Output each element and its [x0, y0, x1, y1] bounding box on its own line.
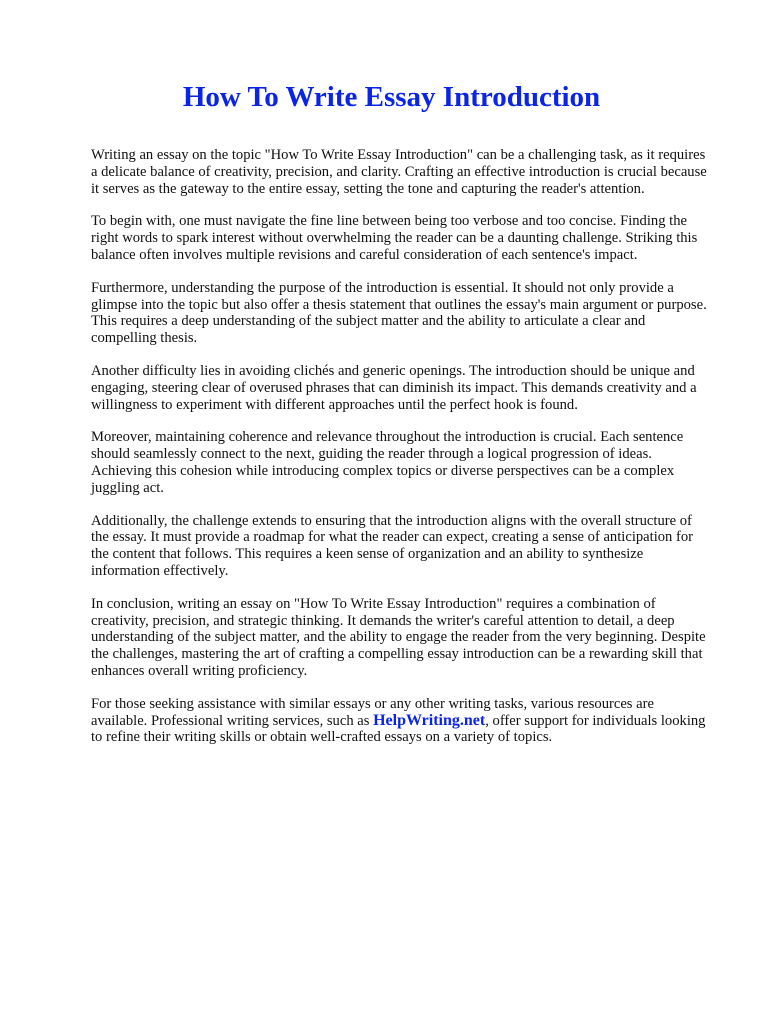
closing-text-before-link: For those seeking assistance with similar essays or any other writing tasks, various resources are available. Professional writing services, such as	[91, 695, 654, 729]
helpwriting-link[interactable]: HelpWriting.net	[373, 711, 486, 729]
paragraph-cliches: Another difficulty lies in avoiding clichés and generic openings. The introduction should be unique and engaging, steering clear of overused phrases that can diminish its impact. This demands creativity and a willingness to experiment with different approaches until the perfect hook is found.	[91, 362, 697, 413]
closing-text-after-link: , offer support for individuals looking to refine their writing skills or obtain well-crafted essays on a variety of topics.	[91, 712, 706, 746]
paragraph-purpose: Furthermore, understanding the purpose of the introduction is essential. It should not only provide a glimpse into the topic but also offer a thesis statement that outlines the essay's main argument or purpose. This requires a deep understanding of the subject matter and the ability to articulate a clear and compelling thesis.	[91, 279, 707, 347]
paragraph-conclusion: In conclusion, writing an essay on "How To Write Essay Introduction" requires a combination of creativity, precision, and strategic thinking. It demands the writer's careful attention to detail, a deep understanding of the subject matter, and the ability to engage the reader from the very beginning. Despite the challenges, mastering the art of crafting a compelling essay introduction can be a rewarding skill that enhances overall writing proficiency.	[91, 595, 706, 679]
paragraph-coherence: Moreover, maintaining coherence and relevance throughout the introduction is crucial. Each sentence should seamlessly connect to the next, guiding the reader through a logical progression of ideas. Achieving this cohesion while introducing complex topics or diverse perspectives can be a complex juggling act.	[91, 429, 684, 496]
paragraph-closing	[91, 696, 712, 746]
paragraph-begin: To begin with, one must navigate the fine line between being too verbose and too concise. Finding the right words to spark interest without overwhelming the reader can be a daunting challenge. Striking this balance often involves multiple revisions and careful consideration of each sentence's impact.	[91, 213, 698, 263]
document-title: How To Write Essay Introduction	[182, 81, 601, 113]
paragraph-structure: Additionally, the challenge extends to ensuring that the introduction aligns with the overall structure of the essay. It must provide a roadmap for what the reader can expect, creating a sense of anticipation for the content that follows. This requires a keen sense of organization and an ability to synthesize information effectively.	[91, 512, 694, 579]
paragraph-intro: Writing an essay on the topic "How To Write Essay Introduction" can be a challenging task, as it requires a delicate balance of creativity, precision, and clarity. Crafting an effective introduction is crucial because it serves as the gateway to the entire essay, setting the tone and capturing the reader's attention.	[91, 147, 707, 197]
